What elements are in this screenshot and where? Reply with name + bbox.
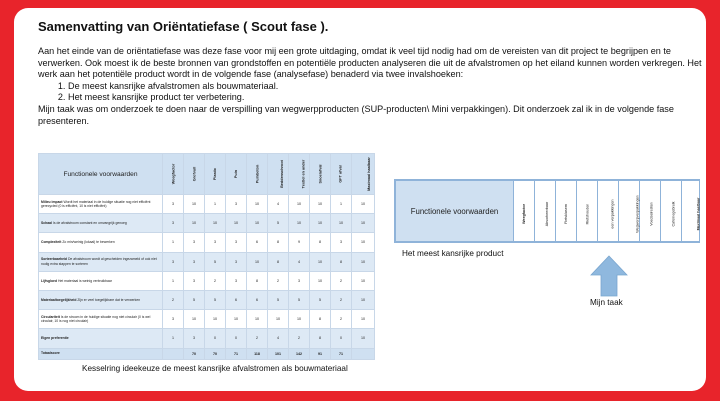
table-row <box>39 271 375 290</box>
kesselring-table-product <box>394 179 700 243</box>
total-cell <box>163 348 184 359</box>
criterion-cell: Milieu impact Wordt het materiaal in de huidige situatie nog niet efficiënt gerecycled (0 is efficiënt, 10 is niet efficiënt) <box>39 195 163 214</box>
score-cell: 2 <box>331 310 352 329</box>
score-cell: 10 <box>352 214 375 233</box>
right-col-header: Absorbeerbaar <box>535 181 556 242</box>
score-cell: 3 <box>184 271 205 290</box>
score-cell: 10 <box>352 329 375 348</box>
score-cell: 4 <box>268 329 289 348</box>
score-cell: 1 <box>205 195 226 214</box>
table-row <box>39 214 375 233</box>
col-header: Puin <box>226 154 247 195</box>
col-header: Plastic <box>205 154 226 195</box>
total-cell: 118 <box>247 348 268 359</box>
score-cell: 10 <box>310 271 331 290</box>
kesselring-table-waste <box>38 153 374 356</box>
score-cell: 10 <box>289 214 310 233</box>
table-row <box>39 310 375 329</box>
score-cell: 10 <box>184 214 205 233</box>
score-cell: 10 <box>205 214 226 233</box>
score-cell: 10 <box>205 310 226 329</box>
left-caption: Kesselring ideekeuze de meest kansrijke afvalstromen als bouwmateriaal <box>82 364 348 373</box>
score-cell: 5 <box>205 290 226 309</box>
criterion-cell: Complexiteit Zo min/weinig (lokaal) te bewerken <box>39 233 163 252</box>
score-cell: 0 <box>205 329 226 348</box>
score-cell: 3 <box>226 271 247 290</box>
score-cell: 10 <box>184 195 205 214</box>
criterion-cell: Circulariteit Is de stroom in de huidige situatie nog niet circulair (0 is wel circulair, 10 is nog niet circulair) <box>39 310 163 329</box>
score-cell: 2 <box>268 271 289 290</box>
criterion-cell: Lijfsgloed Het materiaal is weinig verbruikbaar <box>39 271 163 290</box>
score-cell: 1 <box>163 329 184 348</box>
score-cell: 10 <box>352 252 375 271</box>
score-cell: 6 <box>247 233 268 252</box>
header-label: Functionele voorwaarden <box>39 154 163 195</box>
score-cell: 3 <box>184 252 205 271</box>
col-header: GFT afval <box>331 154 352 195</box>
total-cell <box>352 348 375 359</box>
score-cell: 5 <box>310 290 331 309</box>
score-cell: 3 <box>163 310 184 329</box>
score-cell: 3 <box>289 271 310 290</box>
score-cell: 10 <box>352 271 375 290</box>
score-cell: 10 <box>247 195 268 214</box>
score-cell: 10 <box>289 195 310 214</box>
total-cell: 71 <box>226 348 247 359</box>
score-cell: 0 <box>331 329 352 348</box>
score-cell: 8 <box>268 233 289 252</box>
score-cell: 2 <box>205 271 226 290</box>
score-cell: 9 <box>289 233 310 252</box>
right-col-header: Fietsklasem <box>556 181 577 242</box>
slide-card <box>14 8 706 391</box>
table-row <box>39 233 375 252</box>
up-arrow-icon <box>590 255 628 297</box>
score-cell: 8 <box>247 271 268 290</box>
score-cell: 10 <box>247 310 268 329</box>
header-row <box>39 154 375 195</box>
table-row <box>39 195 375 214</box>
intro-paragraph-1: Aan het einde van de oriëntatiefase was deze fase voor mij een grote uitdaging, omdat ik veel tijd nodig had om de vereisten van dit project te begrijpen en te verwerken. Ook moest ik de beste bronnen van grondstoffen en potentiële producten analyseren die uit de afvalstromen op het eiland kunnen worden verkregen. Het werk aan het potentiële product wordt in de volgende fase (analysefase) benaderd via twee invalshoeken: <box>38 46 702 80</box>
score-cell: 10 <box>310 214 331 233</box>
score-cell: 2 <box>289 329 310 348</box>
criterion-cell: Sorteerbaarheid De afvalstroom wordt al gescheiden ingezameld of ook niet nodig extra stappen te sorteren <box>39 252 163 271</box>
approach-item-2: 2. Het meest kansrijke product ter verbetering. <box>68 92 703 104</box>
score-cell: 10 <box>352 233 375 252</box>
criterion-cell: Materiaaltoegelijkheid Zijn er veel toegelijkbare dat te verwerken <box>39 290 163 309</box>
score-cell: 10 <box>289 310 310 329</box>
score-cell: 8 <box>268 252 289 271</box>
right-col-header: Rietshouden <box>577 181 598 242</box>
score-cell: 4 <box>289 252 310 271</box>
score-cell: 10 <box>184 310 205 329</box>
right-caption: Het meest kansrijke product <box>402 249 504 258</box>
slide-title: Samenvatting van Oriëntatiefase ( Scout fase ). <box>38 19 329 34</box>
total-cell: 70 <box>184 348 205 359</box>
right-col-header: Cafeïnegebruik <box>661 181 682 242</box>
score-cell: 3 <box>163 252 184 271</box>
score-cell: 3 <box>226 195 247 214</box>
total-cell: 101 <box>268 348 289 359</box>
intro-text <box>38 46 703 127</box>
score-cell: 2 <box>163 290 184 309</box>
right-col-header: Weegfactor <box>514 181 535 242</box>
score-cell: 2 <box>331 271 352 290</box>
approach-item-1: 1. De meest kansrijke afvalstromen als bouwmateriaal. <box>68 81 703 93</box>
criterion-cell: Schaal Is de afvalstroom constant en omvangrijk genoeg <box>39 214 163 233</box>
total-cell: 71 <box>331 348 352 359</box>
score-cell: 8 <box>310 310 331 329</box>
score-cell: 10 <box>226 214 247 233</box>
score-cell: 4 <box>268 195 289 214</box>
score-cell: 6 <box>226 290 247 309</box>
score-cell: 10 <box>268 310 289 329</box>
score-cell: 3 <box>205 233 226 252</box>
score-cell: 3 <box>226 233 247 252</box>
total-cell: 91 <box>310 348 331 359</box>
total-label: Totaalscore <box>39 348 163 359</box>
col-header: Maximaal haalbaar <box>352 154 375 195</box>
score-cell: 10 <box>310 252 331 271</box>
total-row <box>39 348 375 359</box>
table-row <box>39 290 375 309</box>
score-cell: 3 <box>331 233 352 252</box>
right-col-header: een verpakkingen <box>598 181 619 242</box>
score-cell: 3 <box>226 252 247 271</box>
col-header: Puinbeton <box>247 154 268 195</box>
score-cell: 5 <box>268 290 289 309</box>
right-col-header: Maximaal haalbaar <box>682 181 700 242</box>
score-cell: 0 <box>226 329 247 348</box>
score-cell: 10 <box>226 310 247 329</box>
score-cell: 2 <box>331 290 352 309</box>
score-cell: 8 <box>310 233 331 252</box>
score-cell: 6 <box>247 290 268 309</box>
score-cell: 3 <box>163 195 184 214</box>
score-cell: 5 <box>289 290 310 309</box>
total-cell: 70 <box>205 348 226 359</box>
kesselring-table <box>38 153 375 360</box>
score-cell: 10 <box>352 290 375 309</box>
task-label: Mijn taak <box>590 298 623 307</box>
score-cell: 5 <box>268 214 289 233</box>
score-cell: 1 <box>163 233 184 252</box>
score-cell: 10 <box>247 214 268 233</box>
col-header: Weegfactor <box>163 154 184 195</box>
col-header: Textiel en ander <box>289 154 310 195</box>
right-header-label: Functionele voorwaarden <box>396 181 514 242</box>
score-cell: 2 <box>247 329 268 348</box>
score-cell: 10 <box>352 195 375 214</box>
intro-paragraph-2: Mijn taak was om onderzoek te doen naar de verspilling van wegwerpproducten (SUP-producten\ Mini verpakkingen). Dit onderzoek zal ik in de volgende fase presenteren. <box>38 103 674 126</box>
score-cell: 1 <box>163 271 184 290</box>
score-cell: 3 <box>184 233 205 252</box>
score-cell: 8 <box>310 329 331 348</box>
total-cell: 142 <box>289 348 310 359</box>
score-cell: 10 <box>310 195 331 214</box>
approach-list <box>38 81 703 104</box>
table-row <box>39 329 375 348</box>
score-cell: 5 <box>205 252 226 271</box>
score-cell: 3 <box>163 214 184 233</box>
criterion-cell: Eigen preferentie <box>39 329 163 348</box>
right-col-header: Voedselresten <box>640 181 661 242</box>
score-cell: 1 <box>331 195 352 214</box>
col-header: Grofvuil <box>184 154 205 195</box>
score-cell: 3 <box>184 329 205 348</box>
col-header: Snoeiafval <box>310 154 331 195</box>
product-table <box>395 180 700 242</box>
score-cell: 8 <box>331 252 352 271</box>
right-col-header: Wegwerpverpakkingen <box>619 181 640 242</box>
col-header: Beddenschroot <box>268 154 289 195</box>
score-cell: 5 <box>184 290 205 309</box>
score-cell: 10 <box>352 310 375 329</box>
score-cell: 10 <box>331 214 352 233</box>
table-row <box>39 252 375 271</box>
score-cell: 10 <box>247 252 268 271</box>
